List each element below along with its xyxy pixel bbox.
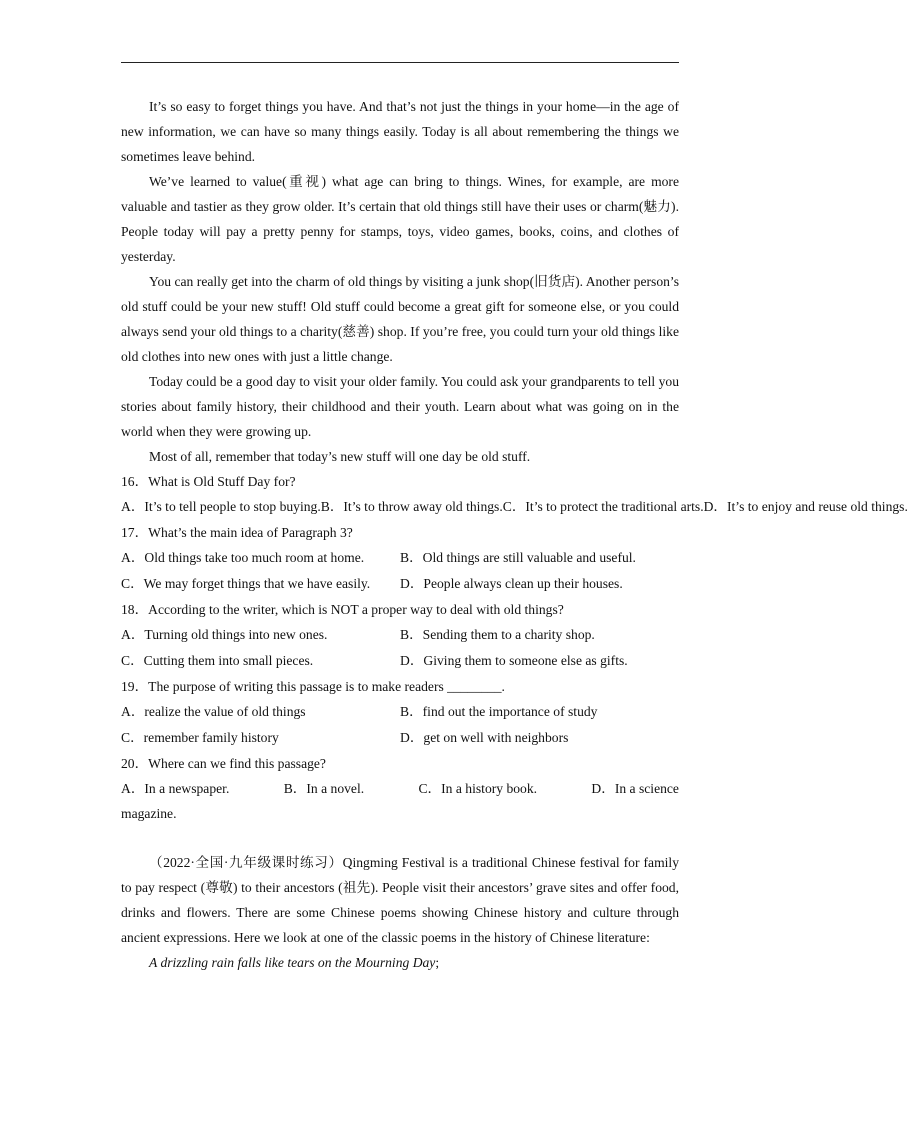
option-16-d: D．It’s to enjoy and reuse old things. [703,499,908,514]
option-19-a: A．realize the value of old things [121,704,306,719]
question-17-stem: 17．What’s the main idea of Paragraph 3? [121,525,353,540]
option-19-b: B．find out the importance of study [400,704,598,719]
question-20-options [121,776,679,801]
question-17-options [121,545,679,597]
option-17-c: C．We may forget things that we have easily. [121,576,371,591]
section-spacer [121,826,679,850]
option-20-b: B．In a novel. [283,781,365,796]
question-16-stem: 16．What is Old Stuff Day for? [121,474,296,489]
option-17-b: B．Old things are still valuable and useful. [400,550,636,565]
option-16-b: B．It’s to throw away old things. [320,499,503,514]
passage-paragraph-2: We’ve learned to value(重视) what age can bring to things. Wines, for example, are more valuable and tastier as they grow older. It’s certain that old things still have their uses or charm(魅力). People today will pay a pretty penny for stamps, toys, video games, books, coins, and clothes of yesterday. [121,174,679,264]
next-passage-intro: （2022·全国·九年级课时练习）Qingming Festival is a traditional Chinese festival for family to pay respect (尊敬) to their ancestors (祖先). People visit their ancestors’ grave sites and offer food, drinks and flowers. There are some Chinese poems showing Chinese history and culture through ancient expressions. Here we look at one of the classic poems in the history of Chinese literature: [121,855,679,945]
question-19-stem: 19．The purpose of writing this passage is to make readers ________. [121,679,505,694]
option-20-a: A．In a newspaper. [121,781,230,796]
question-19-options [121,699,679,751]
header-rule [121,62,679,63]
poem-line-punct: ; [435,955,440,970]
passage-paragraph-1: It’s so easy to forget things you have. And that’s not just the things in your home—in the age of new information, we can have so many things easily. Today is all about remembering the things we sometimes leave behind. [121,99,679,164]
question-18-options [121,622,679,674]
option-16-c: C．It’s to protect the traditional arts. [502,499,704,514]
poem-line [121,950,679,975]
option-18-c: C．Cutting them into small pieces. [121,653,314,668]
option-16-a: A．It’s to tell people to stop buying. [121,499,321,514]
question-18-stem: 18．According to the writer, which is NOT a proper way to deal with old things? [121,602,564,617]
option-20-d: D．In a science [591,781,679,796]
option-18-d: D．Giving them to someone else as gifts. [400,653,628,668]
option-19-c: C．remember family history [121,730,279,745]
passage-paragraph-5: Most of all, remember that today’s new stuff will one day be old stuff. [149,449,531,464]
question-20-stem: 20．Where can we find this passage? [121,756,326,771]
option-17-d: D．People always clean up their houses. [400,576,623,591]
document-body [121,94,908,975]
option-17-a: A．Old things take too much room at home. [121,550,365,565]
option-20-c: C．In a history book. [418,781,538,796]
option-19-d: D．get on well with neighbors [400,730,569,745]
option-18-b: B．Sending them to a charity shop. [400,627,595,642]
poem-line-text: A drizzling rain falls like tears on the Mourning Day [149,955,436,970]
passage-paragraph-3: You can really get into the charm of old things by visiting a junk shop(旧货店). Another person’s old stuff could be your new stuff! Old stuff could become a great gift for someone else, or you could always send your old things to a charity(慈善) shop. If you’re free, you could turn your old things like old clothes into new ones with just a little change. [121,274,679,364]
option-20-d-continuation: magazine. [121,806,177,821]
question-16-options [121,494,908,520]
option-18-a: A．Turning old things into new ones. [121,627,328,642]
passage-paragraph-4: Today could be a good day to visit your older family. You could ask your grandparents to tell you stories about family history, their childhood and their youth. Learn about what was going on in the world when they were growing up. [121,374,679,439]
